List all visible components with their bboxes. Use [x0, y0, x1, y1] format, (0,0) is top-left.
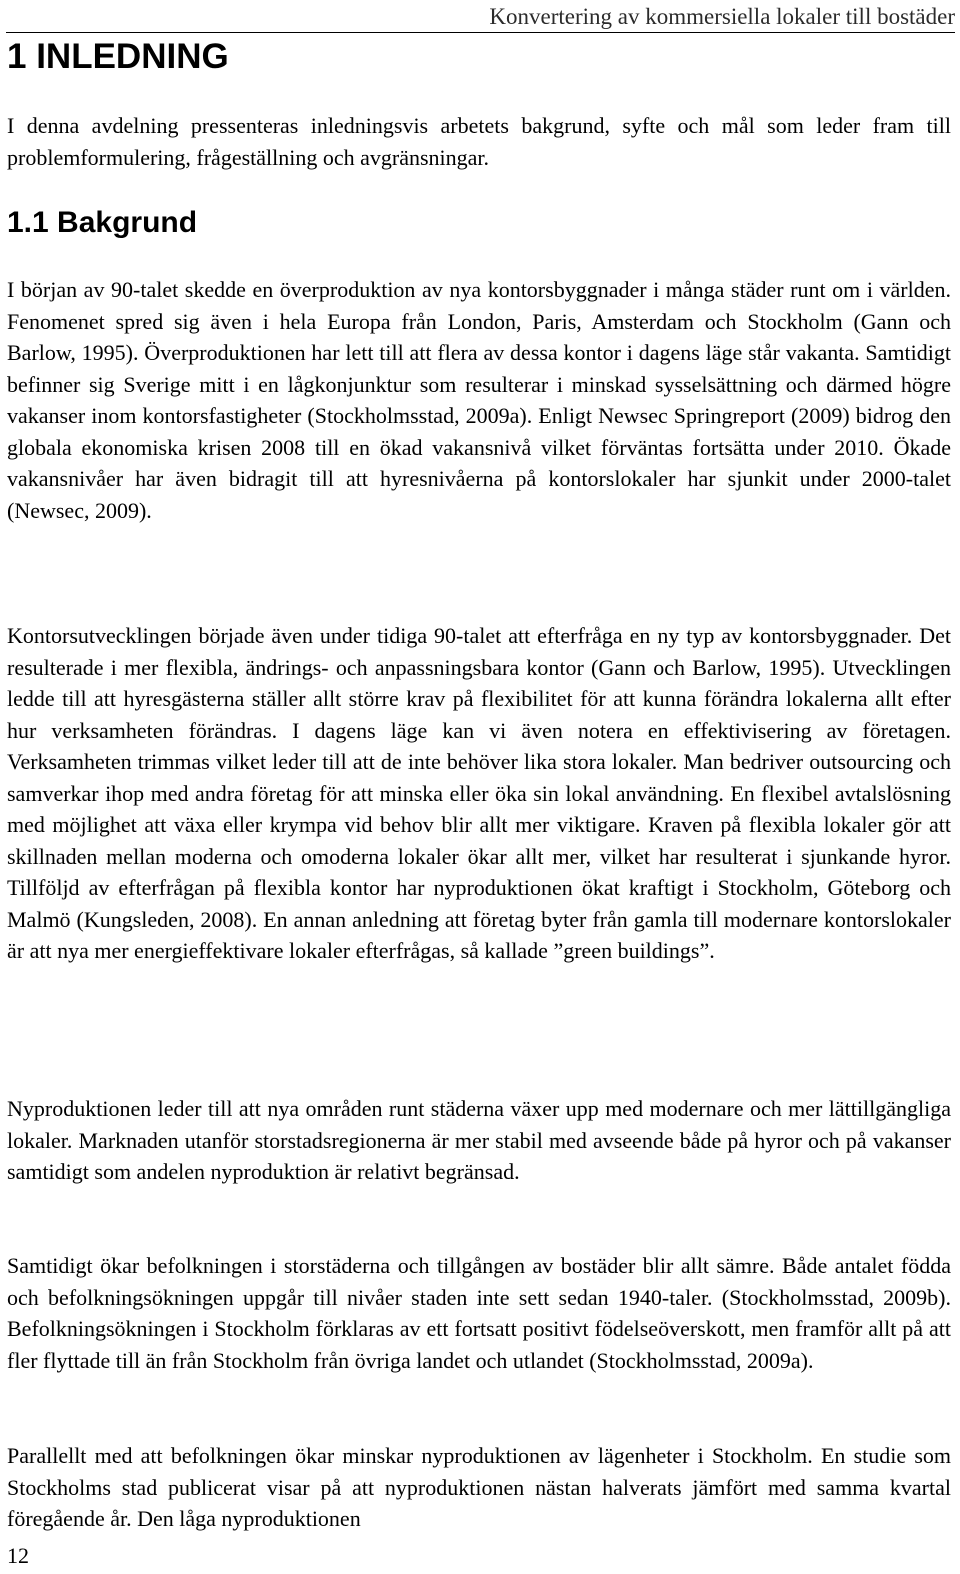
body-paragraph: I början av 90-talet skedde en överproduktion av nya kontorsbyggnader i många städer runt om i världen. Fenomenet spred sig även i hela Europa från London, Paris, Amsterdam och Stockholm (Gann och Barlow, 1995). Överproduktionen har lett till att flera av dessa kontor i dagens läge står vakanta. Samtidigt befinner sig Sverige mitt i en lågkonjunktur som resulterar i minskad sysselsättning och därmed högre vakanser inom kontorsfastigheter (Stockholmsstad, 2009a). Enligt Newsec Springreport (2009) bidrog den globala ekonomiska krisen 2008 till en ökad vakansnivå vilket förväntas fortsätta under 2010. Ökade vakansnivåer har även bidragit till att hyresnivåerna på kontorslokaler har sjunkit under 2000-talet (Newsec, 2009).	[7, 277, 951, 523]
running-header-title: Konvertering av kommersiella lokaler till bostäder	[489, 4, 955, 29]
header-rule	[6, 32, 955, 33]
section-heading: 1.1 Bakgrund	[7, 206, 198, 239]
page-number: 12	[7, 1543, 29, 1568]
body-paragraph: Samtidigt ökar befolkningen i storstäderna och tillgången av bostäder blir allt sämre. Både antalet födda och befolkningsökningen uppgår till nivåer staden inte sett sedan 1940-taler. (Stockholmsstad, 2009b). Befolkningsökningen i Stockholm förklaras av ett fortsatt positivt födelseöverskott, men framför allt på att fler flyttade till än från Stockholm från övriga landet och utlandet (Stockholmsstad, 2009a).	[7, 1253, 951, 1373]
body-paragraph: Kontorsutvecklingen började även under tidiga 90-talet att efterfråga en ny typ av kontorsbyggnader. Det resulterade i mer flexibla, ändrings- och anpassningsbara kontor (Gann och Barlow, 1995). Utvecklingen ledde till att hyresgästerna ställer allt större krav på flexibilitet för att kunna förändra lokalerna allt efter hur verksamheten förändras. I dagens läge kan vi även notera en effektivisering av företagen. Verksamheten trimmas vilket leder till att de inte behöver lika stora lokaler. Man bedriver outsourcing och samverkar ihop med andra företag för att minska eller öka sin lokal användning. En flexibel avtalslösning med möjlighet att växa eller krympa vid behov blir allt mer viktigare. Kraven på flexibla lokaler gör att skillnaden mellan moderna och omoderna lokaler ökar allt mer, vilket har resulterat i sjunkande hyror. Tillföljd av efterfrågan på flexibla kontor har nyproduktionen ökat kraftigt i Stockholm, Göteborg och Malmö (Kungsleden, 2008). En annan anledning att företag byter från gamla till modernare kontorslokaler är att nya mer energieffektivare lokaler efterfrågas, så kallade ”green buildings”.	[7, 623, 951, 963]
body-paragraph: Nyproduktionen leder till att nya områden runt städerna växer upp med modernare och mer lättillgängliga lokaler. Marknaden utanför storstadsregionerna är mer stabil med avseende både på hyror och på vakanser samtidigt som andelen nyproduktion är relativt begränsad.	[7, 1096, 951, 1184]
chapter-heading: 1 INLEDNING	[7, 37, 229, 76]
body-paragraph: Parallellt med att befolkningen ökar minskar nyproduktionen av lägenheter i Stockholm. En studie som Stockholms stad publicerat visar på att nyproduktionen nästan halverats jämfört med samma kvartal föregående år. Den låga nyproduktionen	[7, 1443, 951, 1531]
chapter-intro-paragraph: I denna avdelning pressenteras inledningsvis arbetets bakgrund, syfte och mål som leder fram till problemformulering, frågeställning och avgränsningar.	[7, 113, 951, 170]
